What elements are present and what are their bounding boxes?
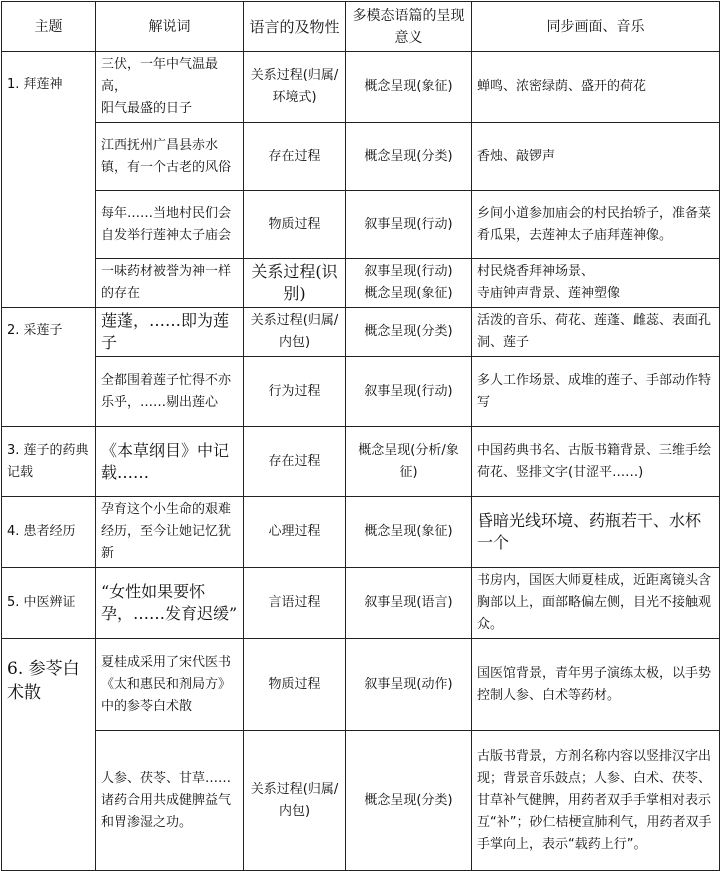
header-topic: 主题 — [2, 2, 96, 52]
narration-cell: 孕育这个小生命的艰难经历，至今让她记忆犹新 — [96, 497, 244, 568]
meaning-cell: 概念呈现(分类) — [346, 731, 472, 871]
table-row — [2, 52, 720, 123]
sync-cell: 中国药典书名、古版书籍背景、三维手绘荷花、竖排文字(甘涩平……) — [472, 427, 720, 497]
narration-cell: 三伏，一年中气温最高， 阳气最盛的日子 — [96, 52, 244, 123]
meaning-cell: 叙事呈现(动作) — [346, 639, 472, 731]
meaning-cell: 概念呈现(分析/象征) — [346, 427, 472, 497]
table-row — [2, 123, 720, 191]
process-cell: 关系过程(归属/环境式) — [244, 52, 346, 123]
narration-cell: 夏桂成采用了宋代医书《太和惠民和剂局方》中的参苓白术散 — [96, 639, 244, 731]
narration-cell: 莲蓬，……即为莲子 — [96, 308, 244, 357]
sync-cell: 国医馆背景，青年男子演练太极，以手势控制人参、白术等药材。 — [472, 639, 720, 731]
meaning-cell: 概念呈现(象征) — [346, 52, 472, 123]
meaning-cell: 叙事呈现(语言) — [346, 568, 472, 639]
table-row — [2, 191, 720, 259]
process-cell: 心理过程 — [244, 497, 346, 568]
topic-cell: 1. 拜莲神 — [2, 52, 96, 308]
table-row — [2, 497, 720, 568]
process-cell: 物质过程 — [244, 639, 346, 731]
narration-cell: 一味药材被誉为神一样的存在 — [96, 259, 244, 308]
topic-cell: 4. 患者经历 — [2, 497, 96, 568]
table-row — [2, 357, 720, 427]
meaning-cell: 概念呈现(分类) — [346, 308, 472, 357]
sync-cell: 乡间小道参加庙会的村民抬轿子，准备菜肴瓜果，去莲神太子庙拜莲神像。 — [472, 191, 720, 259]
table-row — [2, 427, 720, 497]
narration-cell: 人参、茯苓、甘草……诸药合用共成健脾益气和胃渗湿之功。 — [96, 731, 244, 871]
sync-cell: 古版书背景，方剂名称内容以竖排汉字出现；背景音乐鼓点；人参、白术、茯苓、甘草补气健脾，用药者双手手掌相对表示互“补”；砂仁桔梗宣肺利气，用药者双手手掌向上，表示“载药上行”。 — [472, 731, 720, 871]
header-multimodal: 多模态语篇的呈现意义 — [346, 2, 472, 52]
process-cell: 物质过程 — [244, 191, 346, 259]
header-sync: 同步画面、音乐 — [472, 2, 720, 52]
analysis-table — [1, 1, 720, 871]
process-cell: 言语过程 — [244, 568, 346, 639]
topic-cell: 2. 采莲子 — [2, 308, 96, 427]
sync-cell: 村民烧香拜神场景、 寺庙钟声背景、莲神塑像 — [472, 259, 720, 308]
meaning-cell: 叙事呈现(行动) — [346, 357, 472, 427]
narration-cell: “女性如果要怀孕，……发育迟缓” — [96, 568, 244, 639]
narration-cell: 《本草纲目》中记载…… — [96, 427, 244, 497]
header-narration: 解说词 — [96, 2, 244, 52]
table-row — [2, 308, 720, 357]
process-cell: 关系过程(归属/内包) — [244, 308, 346, 357]
process-cell: 关系过程(识别) — [244, 259, 346, 308]
table-row — [2, 731, 720, 871]
sync-cell: 蝉鸣、浓密绿荫、盛开的荷花 — [472, 52, 720, 123]
meaning-cell: 概念呈现(象征) — [346, 497, 472, 568]
process-cell: 存在过程 — [244, 123, 346, 191]
table-row — [2, 639, 720, 731]
process-cell: 行为过程 — [244, 357, 346, 427]
table-row — [2, 259, 720, 308]
topic-cell: 5. 中医辨证 — [2, 568, 96, 639]
topic-cell: 6. 参苓白术散 — [2, 639, 96, 871]
process-cell: 存在过程 — [244, 427, 346, 497]
narration-cell: 全都围着莲子忙得不亦乐乎，……剔出莲心 — [96, 357, 244, 427]
sync-cell: 昏暗光线环境、药瓶若干、水杯一个 — [472, 497, 720, 568]
meaning-cell: 概念呈现(分类) — [346, 123, 472, 191]
sync-cell: 香烛、敲锣声 — [472, 123, 720, 191]
narration-cell: 每年……当地村民们会自发举行莲神太子庙会 — [96, 191, 244, 259]
sync-cell: 活泼的音乐、荷花、莲蓬、雌蕊、表面孔洞、莲子 — [472, 308, 720, 357]
narration-cell: 江西抚州广昌县赤水镇，有一个古老的风俗 — [96, 123, 244, 191]
process-cell: 关系过程(归属/内包) — [244, 731, 346, 871]
table-row — [2, 568, 720, 639]
header-row — [2, 2, 720, 52]
meaning-cell: 叙事呈现(行动) 概念呈现(象征) — [346, 259, 472, 308]
sync-cell: 多人工作场景、成堆的莲子、手部动作特写 — [472, 357, 720, 427]
header-transitivity: 语言的及物性 — [244, 2, 346, 52]
topic-cell: 3. 莲子的药典记载 — [2, 427, 96, 497]
sync-cell: 书房内，国医大师夏桂成，近距离镜头含胸部以上，面部略偏左侧，目光不接触观众。 — [472, 568, 720, 639]
meaning-cell: 叙事呈现(行动) — [346, 191, 472, 259]
